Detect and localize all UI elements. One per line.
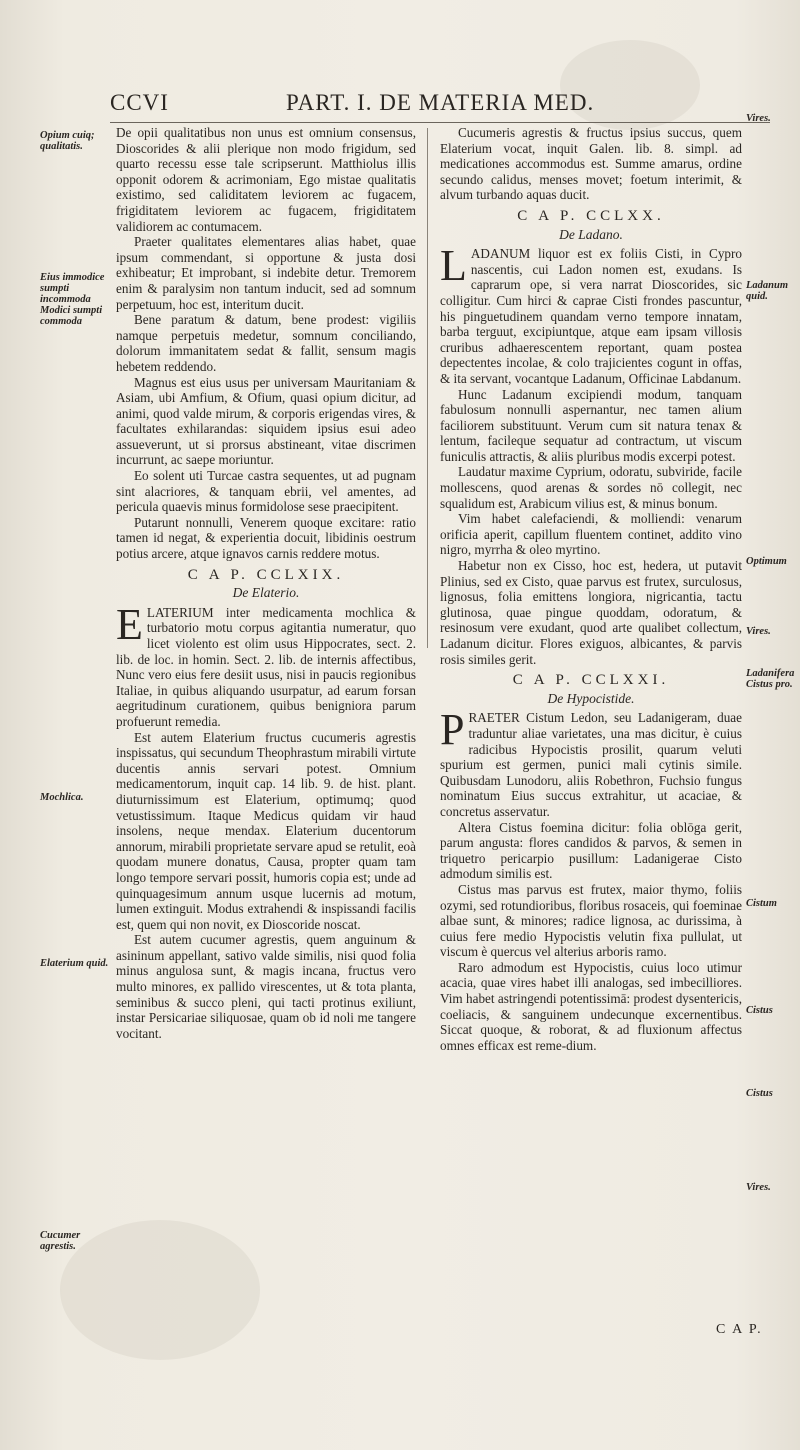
paragraph-text: LATERIUM inter medicamenta mochlica & turbatorio motu corpus agitantia numeratur, quo licet violento est olim usus Hippocrates, sect. 2. lib. de loc. in homin. Sect. 2. lib. de internis affectibus, Nunc vero eius fere desiit usus, nisi in paucis regionibus Italiae, in quibus aliquando usurpatur, ad earum forsan aegritudinum curationem, quibus benigniora parum profuerunt remedia. xyxy=(116,604,416,729)
drop-cap: E xyxy=(116,599,143,649)
paragraph: Est autem cucumer agrestis, quem anguinum & asininum appellant, sativo valde similis, nisi quod folia minus angulosa sunt, & magis incana, fructus vero multo minores, ex pallido virescentes, ut & tota planta, seminibus & succo pleni, qui tacti protinus exiliunt, instar Persicariae siliquosae, quam ob id noli me tangere vocitant. xyxy=(116,932,416,1041)
margin-note: Cistus xyxy=(746,1088,773,1099)
folio-number: CCVI xyxy=(110,90,169,115)
margin-note: Eius immodice sumpti incommoda Modici sumpti commoda xyxy=(40,272,105,327)
chapter-heading: C A P. CCLXXI. xyxy=(512,672,670,689)
margin-note: Ladanifera Cistus pro. xyxy=(746,668,795,690)
margin-note: Vires. xyxy=(746,626,771,637)
margin-note: Cistus xyxy=(746,1005,773,1016)
header-rule xyxy=(110,122,770,123)
paragraph: Cucumeris agrestis & fructus ipsius succus, quem Elaterium vocat, inquit Galen. lib. 8. simpl. ad medicationes accommodus est. Summe amarus, ordine secundo calidus, menses movet; foetum interimit, & alvum turbando aquas ducit. xyxy=(440,125,742,203)
running-header xyxy=(110,90,770,120)
paragraph: Bene paratum & datum, bene prodest: vigiliis namque perpetuis medetur, somnum conciliando, dolorum immanitatem sedat & fallit, sensum magis hebetem reddendo. xyxy=(116,312,416,374)
column-divider xyxy=(427,128,428,648)
margin-note: Optimum xyxy=(746,556,787,567)
margin-note: Opium cuiq; qualitatis. xyxy=(40,130,95,152)
left-column xyxy=(116,125,416,1041)
chapter-title: De Ladano. xyxy=(559,226,623,242)
drop-cap: P xyxy=(440,705,465,755)
margin-note: Ladanum quid. xyxy=(746,280,789,302)
paragraph xyxy=(116,599,416,730)
margin-note: Vires. xyxy=(746,1182,771,1193)
paragraph: Laudatur maxime Cyprium, odoratu, subviride, facile mollescens, quod arenas & sordes nō collegit, nec squalidum est, Arabicum vilius est, & minus bonum. xyxy=(440,464,742,511)
paragraph: Hunc Ladanum excipiendi modum, tanquam fabulosum nonnulli aspernantur, nec tamen alium faciliorem substituunt. Verum cum sit natura tenax & lentum, facileque sequatur ad contractum, ut viscum funiculis attractis, & aliis pluribus modis excerpi potest. xyxy=(440,386,742,464)
margin-note: Vires. xyxy=(746,113,771,124)
paragraph: Eo solent uti Turcae castra sequentes, ut ad pugnam sint alacriores, & tanquam ebrii, vel amentes, ad pericula quaevis minus formidolose sese praecipitent. xyxy=(116,468,416,515)
drop-cap: L xyxy=(440,241,467,291)
paragraph: Cistus mas parvus est frutex, maior thymo, foliis ozymi, sed rotundioribus, floribus rosaceis, qui foeminae albae sunt, & minores; radice lignosa, ac durissima, à cuius fere medio Hypocistis velutin fixa pullulat, ut viscum è quercus vel alterius arboris ramo. xyxy=(440,881,742,960)
chapter-title: De Elaterio. xyxy=(232,585,300,601)
paragraph: Putarunt nonnulli, Venerem quoque excitare: ratio tamen id negat, & experientia docuit, libidinis oestrum potius arcere, atque ignavos carnis reddere motus. xyxy=(116,514,416,562)
paragraph-text: RAETER Cistum Ledon, seu Ladanigeram, duae traduntur aliae varietates, una mas dicitur, è cuius radicibus Hypocistis prosilit, quarum veluti spurium est germen, punici mali cytinis simile. Quibusdam Lunodoru, aliis Robethron, Fuchsio fungus nominatum Eius succus extrahitur, ut acaciae, & concretus asservatur. xyxy=(440,710,742,819)
paragraph: Habetur non ex Cisso, hoc est, hedera, ut putavit Plinius, sed ex Cisto, quae parvus est frutex, surculosus, lignosus, folia emittens longiora, nigricantia, tactu glutinosa, quae pingue quoddam, odoratum, & resinosum vere exudant, quod arte qualibet collectum, Ladanum dicitur. Flores exiguos, albicantes, & parvis rosis similes gerit. xyxy=(440,558,742,667)
paragraph xyxy=(440,241,742,386)
chapter-title: De Hypocistide. xyxy=(547,690,635,706)
paragraph: Raro admodum est Hypocistis, cuius loco utimur acacia, quae vires habet illi analogas, sed imbecilliores. Vim habet astringendi potentissimā: prodest dysentericis, coeliacis, & sanguinem undecunque excernentibus. Siccat quoque, & roborat, & ad fluxionum affectus omnes efficax est reme-dium. xyxy=(440,959,742,1053)
paragraph: De opii qualitatibus non unus est omnium consensus, Dioscorides & alii plerique non modo frigidum, sed quarto recessu esse tale scripserunt. Matthiolus illis opponit odorem & acrimoniam, Ego mistae qualitatis existimo, sed caliditatem leviorem ac fugacem, frigiditatem leviorem ac fugacem, frigiditatem validiorem ac contumacem. xyxy=(116,125,416,234)
catchword: C A P. xyxy=(716,1322,763,1337)
chapter-heading: C A P. CCLXIX. xyxy=(187,566,345,583)
paragraph: Magnus est eius usus per universam Mauritaniam & Asiam, ubi Amfium, & Ofium, quasi opium dicitur, ad animi, quod valde mirum, & corporis erigendas vires, & facultates exhilarandas: siquidem ipsius esui adeo assueverunt, ut si prorsus abstineant, vitae discrimen incurrunt, ac saepe moriuntur. xyxy=(116,374,416,468)
running-title: PART. I. DE MATERIA MED. xyxy=(286,90,595,115)
paragraph: Praeter qualitates elementares alias habet, quae ipsum commendant, si opportune & justa dosi exhibeatur; Et improbant, si indebite detur. Tremorem enim & paralysim non tantum inducit, sed ad somnum perpetuum, hoc est, interitum ducit. xyxy=(116,234,416,312)
paragraph: Altera Cistus foemina dicitur: folia oblōga gerit, parum angusta: flores candidos & parvos, & semen in triquetro pericarpio pusillum: Ladanigerae Cisto admodum similis est. xyxy=(440,819,742,882)
paragraph: Est autem Elaterium fructus cucumeris agrestis inspissatus, qui secundum Theophrastum mirabili virtute ducentis annis servari potest. Omnium medicamentorum, inquit cap. 14 lib. 9. de hist. plant. diuturnissimum est Elaterium, optimumq; quod vetustissimum. Itaque Medicus quidam vir haud insolens, neque mendax. Elaterium ducentorum annorum, mirabili proprietate servare apud se retulit, eoà quodam munere donatus, Causa, propter quam tam longo tempore servari possit, humoris copia est; unde ad quinquagesimum annum usque lucernis ad motum, lumen extinguit. Modus extrahendi & inspissandi facilis est, quem qui non novit, ex Dioscoride noscat. xyxy=(116,729,416,932)
paragraph-text: ADANUM liquor est ex foliis Cisti, in Cypro nascentis, cui Ladon nomen est, exudans. Is caprarum ope, si vera narrat Dioscorides, sic colligitur. Cum hirci & caprae Cisti frondes pascuntur, his pinguetudinem quandam verno tempore innatam, barba terguut, excipiuntque, atque eam ipsam villosis cruribus adhaerescentem reportant, quam postea depectentes incolae, & colo trajicientes cogunt in offas, & ita servant, vocantque Ladanum, Officinae Labdanum. xyxy=(440,246,742,386)
paragraph: Vim habet calefaciendi, & molliendi: venarum orificia aperit, capillum fluentem continet, addito vino nigro, myrrha & oleo myrtino. xyxy=(440,511,742,558)
chapter-heading: C A P. CCLXX. xyxy=(517,207,665,224)
paragraph xyxy=(440,705,742,819)
margin-note: Elaterium quid. xyxy=(40,958,109,969)
margin-note: Cistum xyxy=(746,898,777,909)
margin-note: Mochlica. xyxy=(40,792,84,803)
margin-note: Cucumer agrestis. xyxy=(40,1230,81,1252)
right-column xyxy=(440,125,742,1053)
